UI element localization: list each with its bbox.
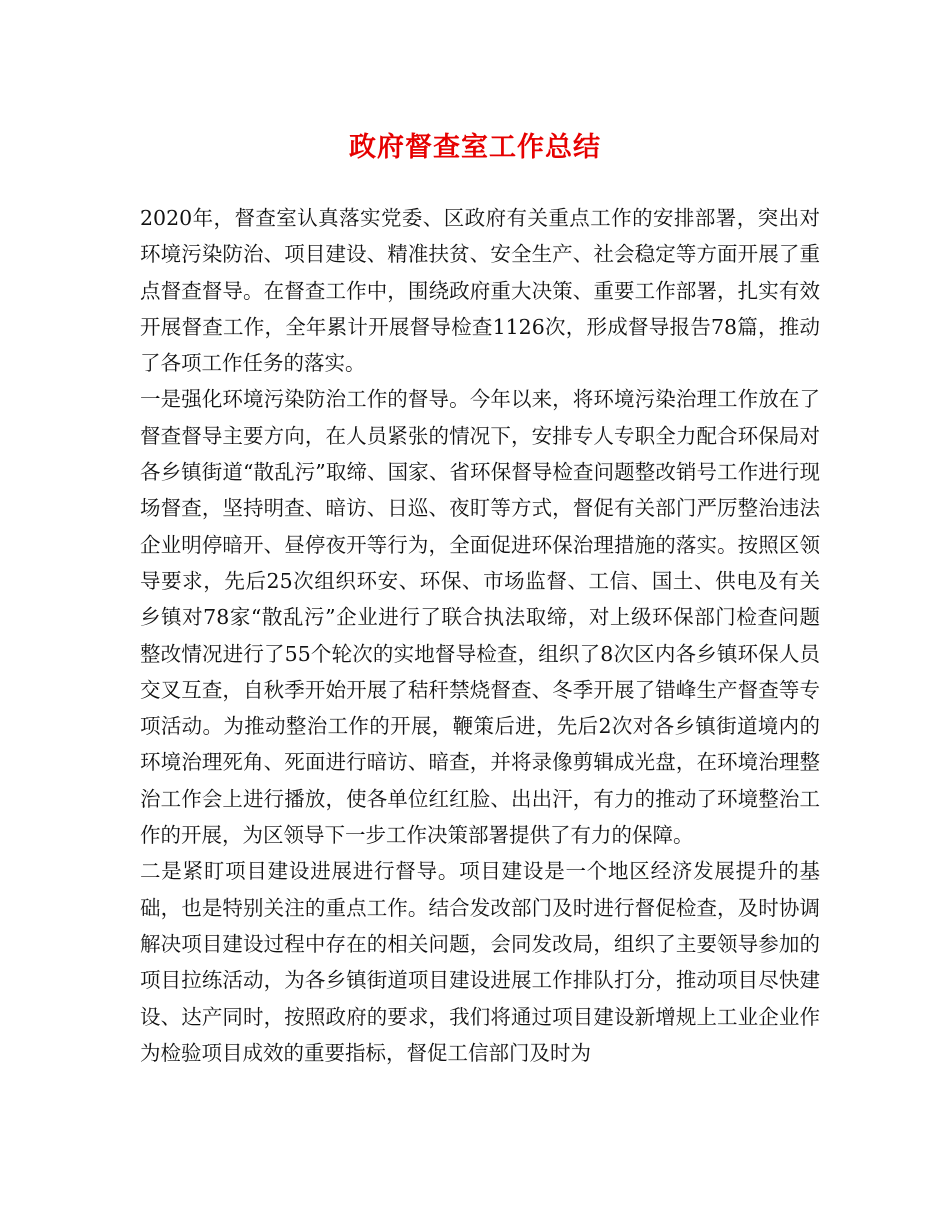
document-title: 政府督查室工作总结 [349, 132, 601, 163]
paragraph-environment: 一是强化环境污染防治工作的督导。今年以来，将环境污染治理工作放在了督查督导主要方向，在人员紧张的情况下，安排专人专职全力配合环保局对各乡镇街道“散乱污”取缔、国家、省环保督导检查问题整改销号工作进行现场督查，坚持明查、暗访、日巡、夜盯等方式，督促有关部门严厉整治违法企业明停暗开、昼停夜开等行为，全面促进环保治理措施的落实。按照区领导要求，先后25次组织环安、环保、市场监督、工信、国土、供电及有关乡镇对78家“散乱污”企业进行了联合执法取缔，对上级环保部门检查问题整改情况进行了55个轮次的实地督导检查，组织了8次区内各乡镇环保人员交叉互查，自秋季开始开展了秸秆禁烧督查、冬季开展了错峰生产督查等专项活动。为推动整治工作的开展，鞭策后进，先后2次对各乡镇街道境内的环境治理死角、死面进行暗访、暗查，并将录像剪辑成光盘，在环境治理整治工作会上进行播放，使各单位红红脸、出出汗，有力的推动了环境整治工作的开展，为区领导下一步工作决策部署提供了有力的保障。 [140, 387, 820, 848]
paragraph-intro: 2020年，督查室认真落实党委、区政府有关重点工作的安排部署，突出对环境污染防治、项目建设、精准扶贫、安全生产、社会稳定等方面开展了重点督查督导。在督查工作中，围绕政府重大决策、重要工作部署，扎实有效开展督查工作，全年累计开展督导检查1126次，形成督导报告78篇，推动了各项工作任务的落实。 [140, 206, 820, 376]
document-body [140, 200, 820, 1071]
paragraph-projects: 二是紧盯项目建设进展进行督导。项目建设是一个地区经济发展提升的基础，也是特别关注的重点工作。结合发改部门及时进行督促检查，及时协调解决项目建设过程中存在的相关问题，会同发改局，组织了主要领导参加的项目拉练活动，为各乡镇街道项目建设进展工作排队打分，推动项目尽快建设、达产同时，按照政府的要求，我们将通过项目建设新增规上工业企业作为检验项目成效的重要指标，督促工信部门及时为 [140, 859, 820, 1065]
